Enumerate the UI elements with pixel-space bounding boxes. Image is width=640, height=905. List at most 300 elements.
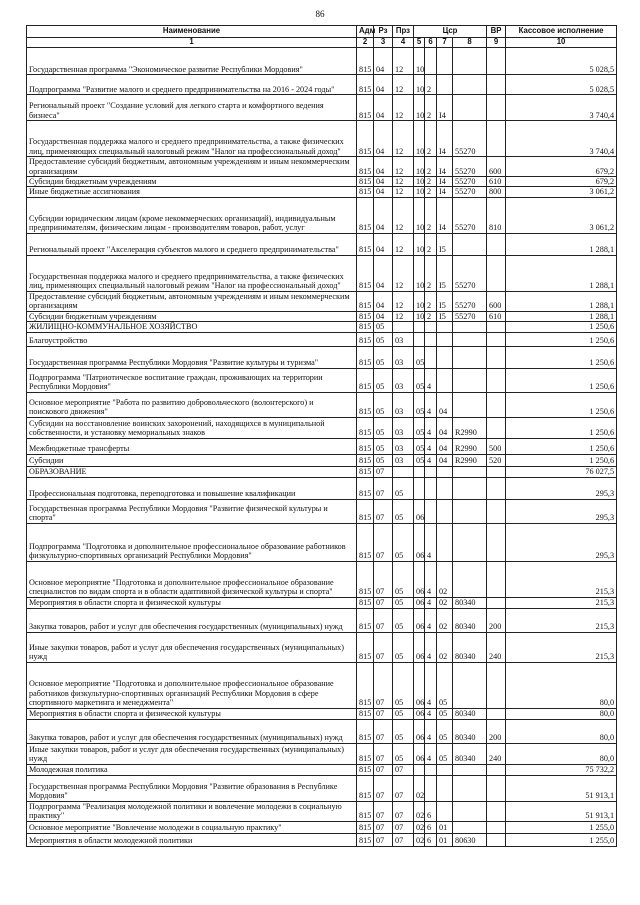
row-code-adm: 815 [357, 597, 374, 608]
row-code-vr: 600 [487, 291, 506, 311]
row-code-vr: 810 [487, 197, 506, 233]
row-code-vr: 800 [487, 187, 506, 197]
row-code-prz: 12 [393, 121, 414, 157]
row-code-adm: 815 [357, 608, 374, 632]
row-name: Основное мероприятие "Вовлечение молодежи в социальную практику" [27, 821, 357, 833]
row-code-csr-d: 55270 [453, 197, 487, 233]
row-amount: 1 288,1 [506, 311, 617, 321]
row-code-adm: 815 [357, 311, 374, 321]
col-number: 6 [425, 38, 437, 48]
row-code-rz: 05 [374, 454, 393, 466]
row-code-vr [487, 48, 506, 75]
row-code-adm: 815 [357, 368, 374, 392]
row-code-rz: 04 [374, 75, 393, 95]
row-code-csr-c: I4 [437, 197, 453, 233]
row-code-csr-b: 4 [425, 392, 437, 417]
row-code-vr [487, 392, 506, 417]
table-row [27, 454, 617, 466]
row-code-rz: 04 [374, 95, 393, 121]
row-code-csr-c: 01 [437, 833, 453, 846]
row-name: Основное мероприятие "Подготовка и дополнительное профессиональное образование специалистов по видам спорта и в области адаптивной физической культуры и спорта" [27, 561, 357, 597]
row-code-csr-c [437, 368, 453, 392]
row-code-adm: 815 [357, 662, 374, 708]
header-rz: Рз [374, 26, 393, 38]
row-code-vr [487, 523, 506, 561]
row-code-csr-c: 02 [437, 632, 453, 662]
row-amount: 1 250,6 [506, 322, 617, 332]
row-code-csr-b: 4 [425, 719, 437, 743]
row-code-prz [393, 466, 414, 477]
row-amount: 1 255,0 [506, 821, 617, 833]
table-row [27, 332, 617, 346]
row-code-prz: 12 [393, 233, 414, 255]
row-code-csr-c: 05 [437, 708, 453, 719]
table-row [27, 608, 617, 632]
row-code-csr-d: 55270 [453, 255, 487, 291]
row-code-csr-a: 05 [414, 454, 425, 466]
row-code-vr [487, 801, 506, 821]
table-row [27, 523, 617, 561]
table-row [27, 632, 617, 662]
table-row [27, 233, 617, 255]
row-code-csr-b: 4 [425, 417, 437, 438]
col-number: 4 [393, 38, 414, 48]
row-code-csr-b: 4 [425, 662, 437, 708]
row-code-csr-d: R2990 [453, 454, 487, 466]
row-code-csr-d: 80340 [453, 719, 487, 743]
row-code-rz: 05 [374, 332, 393, 346]
row-code-vr [487, 255, 506, 291]
table-row [27, 157, 617, 177]
row-code-rz: 07 [374, 801, 393, 821]
row-code-csr-b [425, 764, 437, 775]
row-code-prz: 03 [393, 392, 414, 417]
row-code-csr-d: 55270 [453, 311, 487, 321]
row-code-rz: 04 [374, 121, 393, 157]
row-code-vr [487, 833, 506, 846]
col-number: 7 [437, 38, 453, 48]
row-code-adm: 815 [357, 233, 374, 255]
row-name: Мероприятия в области спорта и физической культуры [27, 597, 357, 608]
row-code-csr-d [453, 775, 487, 801]
row-code-rz: 07 [374, 523, 393, 561]
row-code-rz: 07 [374, 561, 393, 597]
row-code-csr-b: 2 [425, 157, 437, 177]
table-row [27, 833, 617, 846]
table-row [27, 764, 617, 775]
row-code-prz: 12 [393, 255, 414, 291]
row-code-rz: 07 [374, 597, 393, 608]
row-code-rz: 05 [374, 346, 393, 368]
row-name: Молодежная политика [27, 764, 357, 775]
row-code-csr-a: 02 [414, 821, 425, 833]
row-code-csr-c: 05 [437, 743, 453, 764]
row-code-prz: 07 [393, 801, 414, 821]
table-row [27, 291, 617, 311]
row-code-prz: 07 [393, 764, 414, 775]
row-amount: 215,3 [506, 561, 617, 597]
row-code-csr-a [414, 466, 425, 477]
row-code-prz: 12 [393, 311, 414, 321]
row-code-vr [487, 764, 506, 775]
table-row [27, 801, 617, 821]
row-code-csr-a: 06 [414, 632, 425, 662]
row-code-csr-d: R2990 [453, 417, 487, 438]
row-code-csr-b: 2 [425, 197, 437, 233]
row-code-csr-b: 6 [425, 801, 437, 821]
row-name: ЖИЛИЩНО-КОММУНАЛЬНОЕ ХОЗЯЙСТВО [27, 322, 357, 332]
row-code-vr [487, 662, 506, 708]
table-row [27, 177, 617, 187]
row-code-prz: 05 [393, 662, 414, 708]
row-code-csr-a: 10 [414, 291, 425, 311]
row-code-csr-c [437, 332, 453, 346]
row-code-rz: 05 [374, 392, 393, 417]
col-number: 5 [414, 38, 425, 48]
row-code-rz: 04 [374, 311, 393, 321]
row-code-prz: 12 [393, 177, 414, 187]
row-code-csr-d [453, 75, 487, 95]
row-name: Подпрограмма "Патриотическое воспитание граждан, проживающих на территории Республики Мордовия" [27, 368, 357, 392]
row-code-adm: 815 [357, 48, 374, 75]
table-row [27, 392, 617, 417]
row-amount: 51 913,1 [506, 775, 617, 801]
row-name: Закупка товаров, работ и услуг для обеспечения государственных (муниципальных) нужд [27, 608, 357, 632]
header-name: Наименование [27, 26, 357, 38]
row-code-csr-a: 10 [414, 121, 425, 157]
row-code-rz: 07 [374, 764, 393, 775]
row-name: ОБРАЗОВАНИЕ [27, 466, 357, 477]
row-code-csr-c: 04 [437, 454, 453, 466]
row-amount: 1 250,6 [506, 332, 617, 346]
row-amount: 1 250,6 [506, 346, 617, 368]
table-row [27, 775, 617, 801]
row-name: Основное мероприятие "Подготовка и дополнительное профессиональное образование работников физкультурно-спортивных организаций Республики Мордовия в сфере спортивного маркетинга и менеджмента" [27, 662, 357, 708]
row-name: Подпрограмма "Подготовка и дополнительное профессиональное образование работников физкультурно-спортивных организаций Республики Мордовия" [27, 523, 357, 561]
table-row [27, 438, 617, 454]
row-code-csr-a: 10 [414, 197, 425, 233]
row-code-csr-c [437, 764, 453, 775]
table-row [27, 255, 617, 291]
row-code-csr-a: 10 [414, 233, 425, 255]
row-code-vr [487, 499, 506, 523]
row-code-rz: 04 [374, 197, 393, 233]
row-amount: 1 250,6 [506, 368, 617, 392]
row-code-csr-c: 04 [437, 392, 453, 417]
row-code-csr-d: 55270 [453, 177, 487, 187]
row-code-adm: 815 [357, 346, 374, 368]
row-code-rz: 04 [374, 177, 393, 187]
row-amount: 1 288,1 [506, 255, 617, 291]
row-code-prz: 12 [393, 48, 414, 75]
row-code-rz: 07 [374, 708, 393, 719]
row-code-rz: 04 [374, 157, 393, 177]
row-code-csr-b: 2 [425, 187, 437, 197]
row-code-csr-c: 04 [437, 417, 453, 438]
row-amount: 295,3 [506, 499, 617, 523]
row-code-csr-c [437, 346, 453, 368]
row-code-csr-a: 06 [414, 499, 425, 523]
row-name: Иные закупки товаров, работ и услуг для обеспечения государственных (муниципальных) нужд [27, 743, 357, 764]
row-code-csr-b: 4 [425, 454, 437, 466]
row-code-rz: 07 [374, 821, 393, 833]
row-name: Подпрограмма "Реализация молодежной политики и вовлечение молодежи в социальную практику" [27, 801, 357, 821]
col-number: 2 [357, 38, 374, 48]
row-code-adm: 815 [357, 708, 374, 719]
column-numbers-row [27, 38, 617, 48]
row-code-csr-a: 06 [414, 743, 425, 764]
row-code-adm: 815 [357, 523, 374, 561]
row-code-csr-b: 4 [425, 597, 437, 608]
row-code-csr-d: 80630 [453, 833, 487, 846]
row-code-csr-c [437, 801, 453, 821]
row-name: Профессиональная подготовка, переподготовка и повышение квалификации [27, 477, 357, 499]
row-code-csr-b [425, 775, 437, 801]
row-code-csr-a: 05 [414, 392, 425, 417]
row-code-csr-d [453, 322, 487, 332]
row-code-rz: 07 [374, 608, 393, 632]
row-code-csr-b: 2 [425, 95, 437, 121]
table-row [27, 197, 617, 233]
row-code-csr-b [425, 346, 437, 368]
row-amount: 1 250,6 [506, 438, 617, 454]
row-code-prz: 05 [393, 708, 414, 719]
table-row [27, 561, 617, 597]
row-code-vr: 500 [487, 438, 506, 454]
row-code-csr-a: 02 [414, 833, 425, 846]
row-code-csr-d [453, 346, 487, 368]
table-row [27, 95, 617, 121]
row-code-prz: 05 [393, 719, 414, 743]
row-code-csr-a [414, 332, 425, 346]
row-name: Предоставление субсидий бюджетным, автономным учреждениям и иным некоммерческим организациям [27, 157, 357, 177]
row-amount: 3 061,2 [506, 197, 617, 233]
row-code-rz: 05 [374, 368, 393, 392]
row-code-csr-c: I5 [437, 311, 453, 321]
row-name: Субсидии бюджетным учреждениям [27, 311, 357, 321]
row-code-csr-d [453, 368, 487, 392]
table-row [27, 477, 617, 499]
table-row [27, 322, 617, 332]
row-code-adm: 815 [357, 775, 374, 801]
row-code-adm: 815 [357, 477, 374, 499]
row-code-csr-b: 4 [425, 523, 437, 561]
row-code-prz: 12 [393, 157, 414, 177]
row-code-csr-b [425, 499, 437, 523]
row-code-prz: 05 [393, 523, 414, 561]
row-code-csr-a: 06 [414, 523, 425, 561]
row-code-adm: 815 [357, 75, 374, 95]
row-code-csr-b: 2 [425, 177, 437, 187]
row-code-csr-d: 80340 [453, 708, 487, 719]
row-code-vr [487, 233, 506, 255]
row-code-csr-b [425, 48, 437, 75]
table-row [27, 311, 617, 321]
row-code-vr [487, 821, 506, 833]
row-amount: 679,2 [506, 177, 617, 187]
row-code-rz: 07 [374, 743, 393, 764]
header-prz: Прз [393, 26, 414, 38]
table-row [27, 821, 617, 833]
row-name: Мероприятия в области спорта и физической культуры [27, 708, 357, 719]
row-name: Иные закупки товаров, работ и услуг для обеспечения государственных (муниципальных) нужд [27, 632, 357, 662]
row-code-csr-a: 06 [414, 561, 425, 597]
row-code-csr-a: 06 [414, 708, 425, 719]
row-code-adm: 815 [357, 177, 374, 187]
row-code-prz: 07 [393, 821, 414, 833]
row-name: Государственная программа Республики Мордовия "Развитие образования в Республике Мордовия" [27, 775, 357, 801]
row-code-csr-d: 55270 [453, 157, 487, 177]
row-name: Предоставление субсидий бюджетным, автономным учреждениям и иным некоммерческим организациям [27, 291, 357, 311]
row-code-csr-d [453, 392, 487, 417]
row-code-csr-c [437, 499, 453, 523]
row-code-adm: 815 [357, 392, 374, 417]
row-amount: 295,3 [506, 477, 617, 499]
row-code-prz: 05 [393, 632, 414, 662]
row-code-csr-d: 80340 [453, 632, 487, 662]
row-amount: 1 250,6 [506, 417, 617, 438]
row-amount: 80,0 [506, 719, 617, 743]
row-code-rz: 05 [374, 322, 393, 332]
table-row [27, 743, 617, 764]
row-name: Подпрограмма "Развитие малого и среднего предпринимательства на 2016 - 2024 годы" [27, 75, 357, 95]
table-header-row [27, 26, 617, 38]
row-code-csr-c: 04 [437, 438, 453, 454]
row-code-vr: 610 [487, 177, 506, 187]
row-code-prz: 12 [393, 95, 414, 121]
row-code-vr [487, 368, 506, 392]
row-code-csr-d [453, 499, 487, 523]
row-code-csr-d [453, 95, 487, 121]
row-name: Региональный проект "Создание условий для легкого старта и комфортного ведения бизнеса" [27, 95, 357, 121]
row-amount: 80,0 [506, 662, 617, 708]
row-code-csr-d [453, 801, 487, 821]
row-code-csr-c: 05 [437, 662, 453, 708]
row-code-adm: 815 [357, 561, 374, 597]
row-code-csr-a: 10 [414, 157, 425, 177]
row-code-csr-b: 4 [425, 632, 437, 662]
row-code-csr-a: 06 [414, 597, 425, 608]
row-code-csr-b: 4 [425, 561, 437, 597]
row-name: Благоустройство [27, 332, 357, 346]
row-code-adm: 815 [357, 743, 374, 764]
row-code-adm: 815 [357, 121, 374, 157]
col-number: 9 [487, 38, 506, 48]
row-code-csr-b [425, 322, 437, 332]
row-code-csr-d [453, 233, 487, 255]
row-code-rz: 07 [374, 499, 393, 523]
row-code-csr-a: 05 [414, 346, 425, 368]
row-code-csr-d [453, 48, 487, 75]
row-code-csr-a [414, 764, 425, 775]
col-number: 1 [27, 38, 357, 48]
row-code-adm: 815 [357, 821, 374, 833]
row-code-csr-c: 02 [437, 608, 453, 632]
row-code-csr-c: I5 [437, 255, 453, 291]
row-amount: 3 061,2 [506, 187, 617, 197]
row-code-vr [487, 708, 506, 719]
row-code-csr-b: 4 [425, 608, 437, 632]
row-code-csr-c: I5 [437, 233, 453, 255]
row-code-adm: 815 [357, 632, 374, 662]
row-code-rz: 04 [374, 48, 393, 75]
page-number: 86 [315, 9, 325, 19]
row-code-vr [487, 417, 506, 438]
row-code-csr-a: 02 [414, 801, 425, 821]
row-amount: 80,0 [506, 708, 617, 719]
row-name: Иные бюджетные ассигнования [27, 187, 357, 197]
table-row [27, 597, 617, 608]
row-code-adm: 815 [357, 157, 374, 177]
row-code-prz: 05 [393, 743, 414, 764]
row-code-prz: 12 [393, 291, 414, 311]
row-code-rz: 07 [374, 833, 393, 846]
row-code-csr-a: 10 [414, 177, 425, 187]
row-amount: 215,3 [506, 597, 617, 608]
row-code-rz: 05 [374, 417, 393, 438]
row-code-prz: 07 [393, 833, 414, 846]
row-code-adm: 815 [357, 499, 374, 523]
row-code-adm: 815 [357, 438, 374, 454]
row-code-rz: 07 [374, 632, 393, 662]
row-code-adm: 815 [357, 95, 374, 121]
row-code-rz: 04 [374, 233, 393, 255]
row-name: Закупка товаров, работ и услуг для обеспечения государственных (муниципальных) нужд [27, 719, 357, 743]
row-code-vr [487, 561, 506, 597]
table-row [27, 417, 617, 438]
row-name: Субсидии [27, 454, 357, 466]
row-code-csr-a: 06 [414, 719, 425, 743]
row-code-adm: 815 [357, 764, 374, 775]
row-code-csr-c [437, 466, 453, 477]
row-code-csr-a: 05 [414, 438, 425, 454]
row-code-vr [487, 121, 506, 157]
row-code-adm: 815 [357, 187, 374, 197]
row-code-csr-c: I5 [437, 291, 453, 311]
row-amount: 51 913,1 [506, 801, 617, 821]
row-amount: 3 740,4 [506, 95, 617, 121]
row-code-rz: 05 [374, 438, 393, 454]
header-adm: Адм [357, 26, 374, 38]
row-code-vr [487, 322, 506, 332]
row-code-vr [487, 775, 506, 801]
row-code-adm: 815 [357, 417, 374, 438]
row-code-csr-b: 6 [425, 821, 437, 833]
row-code-rz: 04 [374, 255, 393, 291]
row-name: Региональный проект "Акселерация субъектов малого и среднего предпринимательства" [27, 233, 357, 255]
budget-table [26, 25, 617, 847]
row-name: Государственная поддержка малого и среднего предпринимательства, а также физических лиц, применяющих специальный налоговый режим "Налог на профессиональный доход" [27, 255, 357, 291]
row-code-prz: 05 [393, 608, 414, 632]
row-code-csr-d [453, 466, 487, 477]
row-code-csr-d: 80340 [453, 597, 487, 608]
row-code-vr: 240 [487, 743, 506, 764]
row-code-adm: 815 [357, 801, 374, 821]
row-code-csr-b: 2 [425, 255, 437, 291]
row-code-csr-b [425, 466, 437, 477]
header-vr: ВР [487, 26, 506, 38]
header-exec: Кассовое исполнение [506, 26, 617, 38]
table-row [27, 499, 617, 523]
table-row [27, 187, 617, 197]
row-code-csr-a: 10 [414, 48, 425, 75]
row-code-csr-d [453, 332, 487, 346]
row-code-csr-c [437, 775, 453, 801]
row-code-csr-d [453, 764, 487, 775]
row-code-prz: 03 [393, 417, 414, 438]
col-number: 10 [506, 38, 617, 48]
row-code-adm: 815 [357, 255, 374, 291]
